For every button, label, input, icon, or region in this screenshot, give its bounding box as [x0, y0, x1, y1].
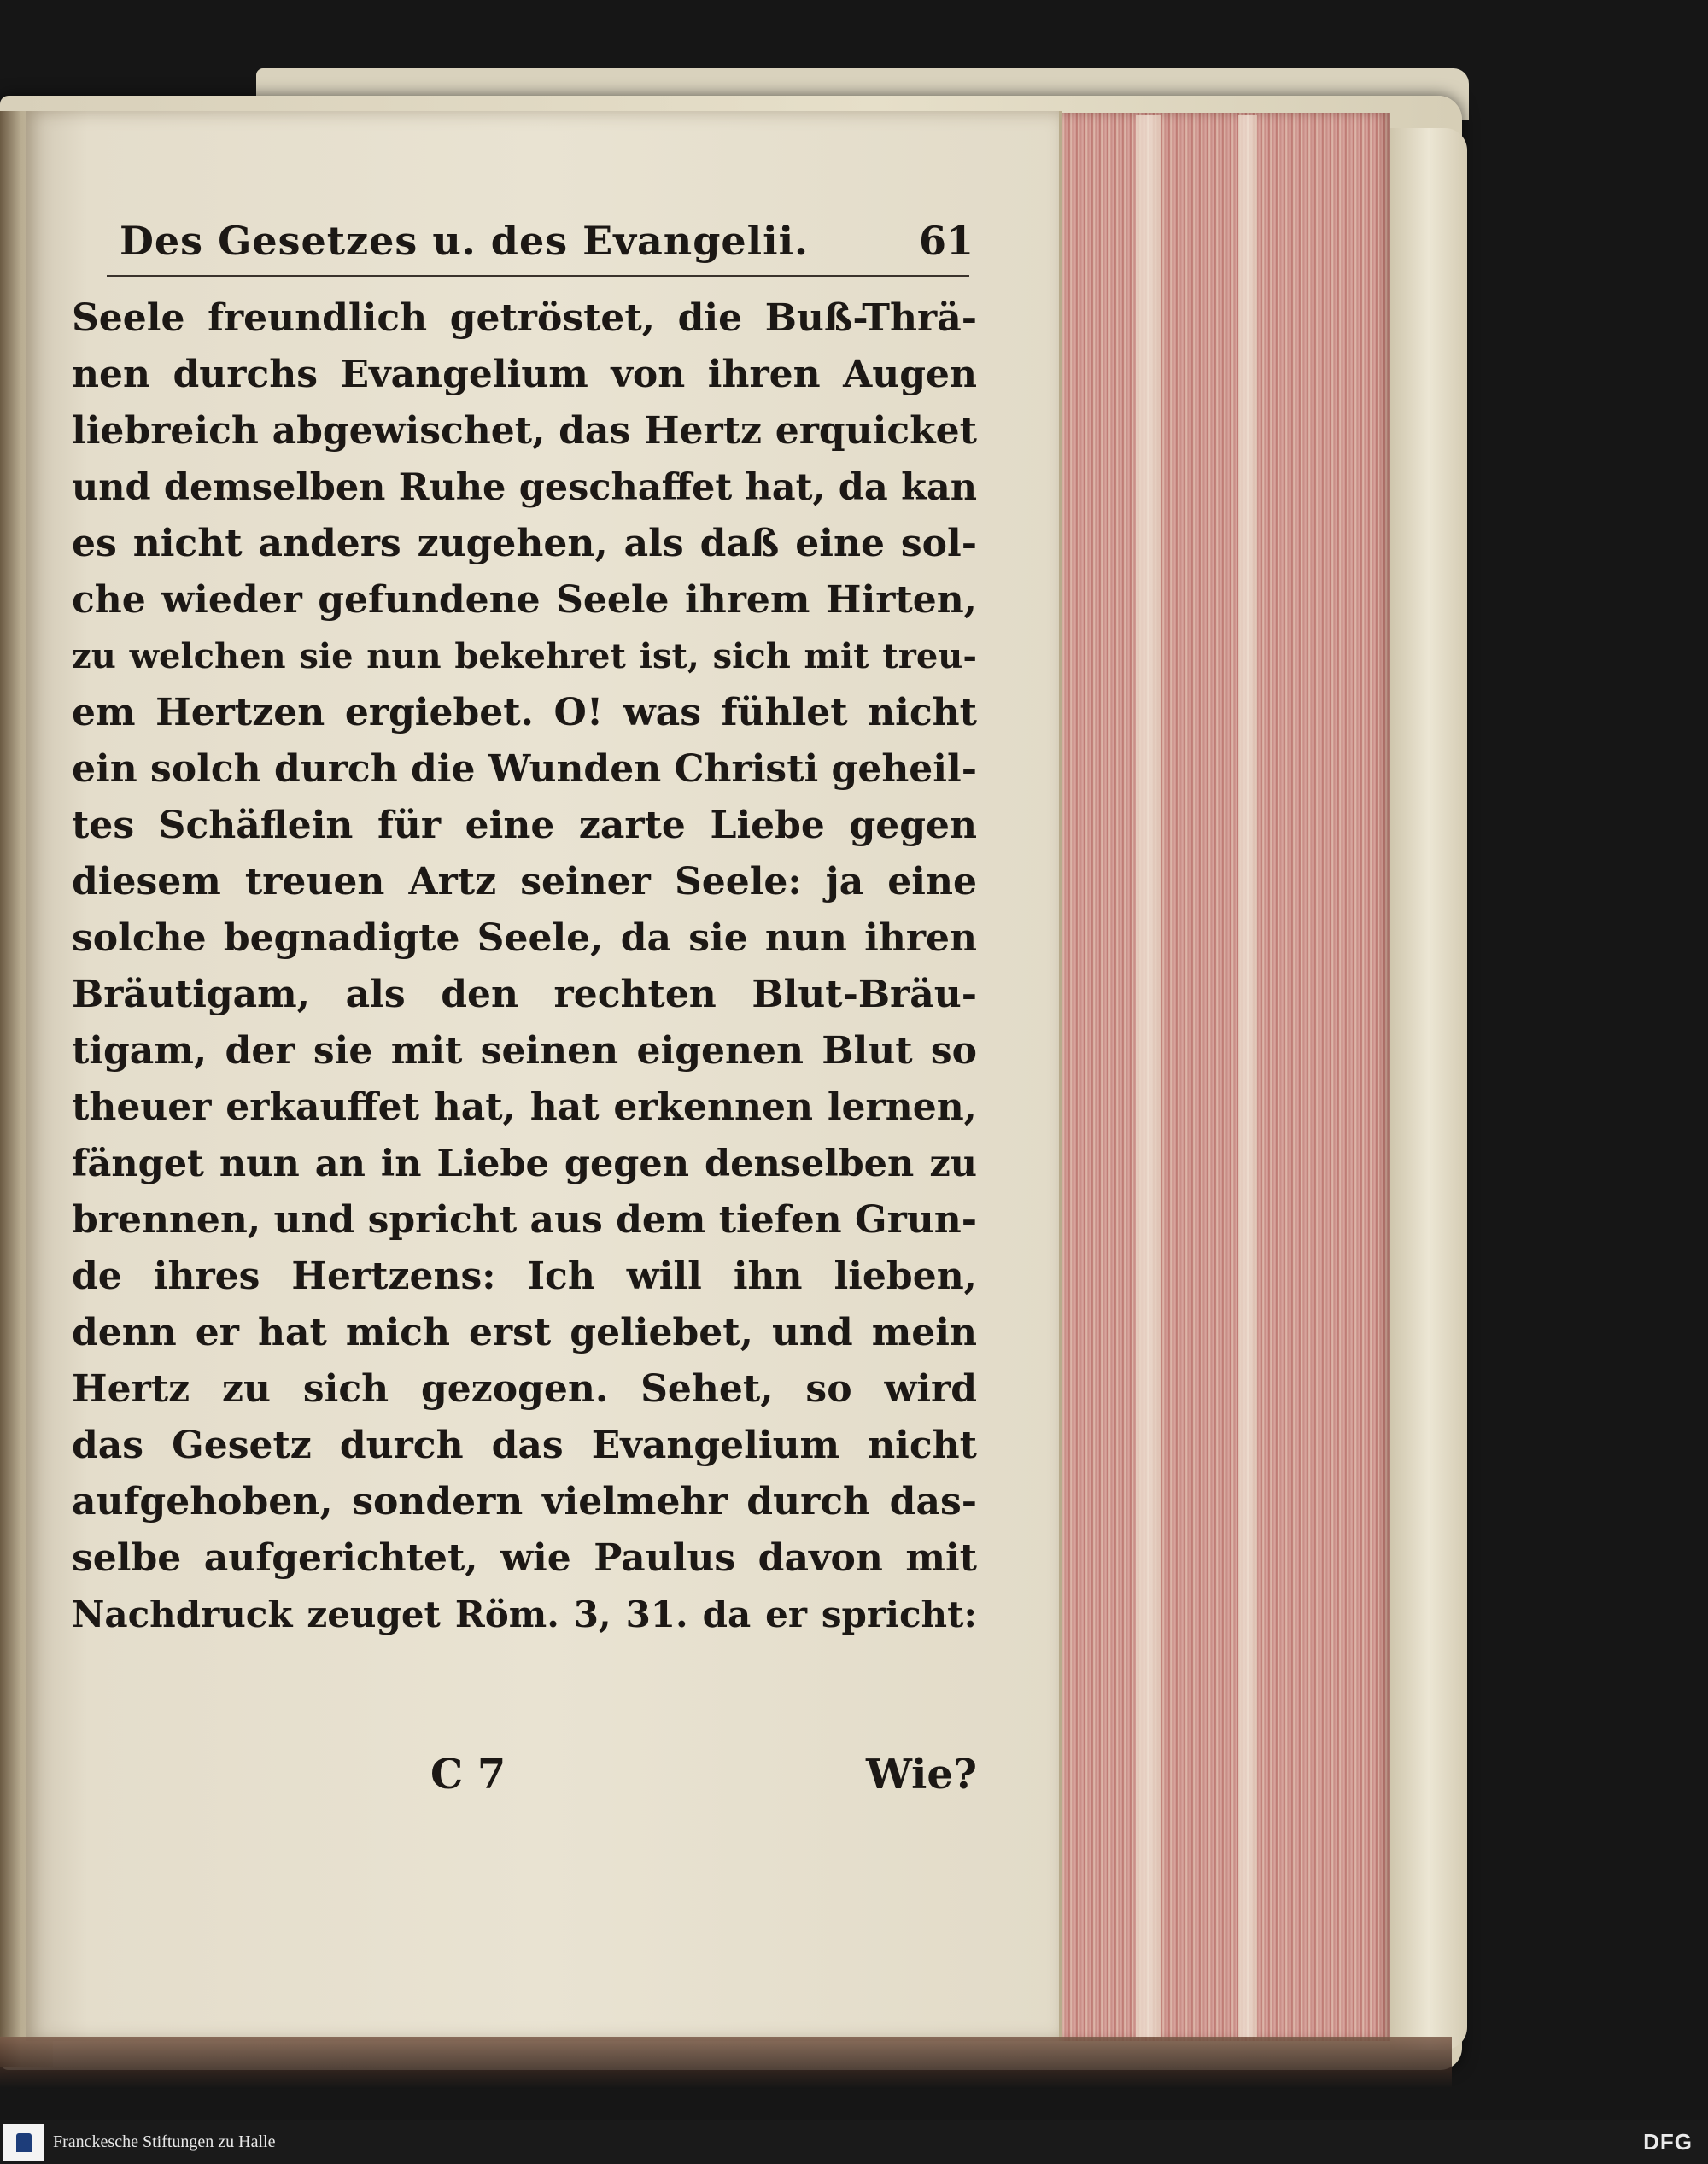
red-fore-edge	[1057, 113, 1390, 2041]
fore-edge-highlight	[1238, 115, 1257, 2037]
vellum-binding-edge	[1390, 128, 1467, 2050]
text-line: Hertz zu sich gezogen. Sehet, so wird	[72, 1367, 977, 1411]
text-line: tigam, der sie mit seinen eigenen Blut so	[72, 1029, 977, 1073]
catchword: Wie?	[866, 1751, 977, 1798]
text-line: brennen, und spricht aus dem tiefen Grun-	[72, 1198, 977, 1242]
text-line: liebreich abgewischet, das Hertz erquicket	[72, 409, 977, 453]
text-line: selbe aufgerichtet, wie Paulus davon mit	[72, 1536, 977, 1580]
text-line: solche begnadigte Seele, da sie nun ihren	[72, 916, 977, 960]
text-line: theuer erkauffet hat, hat erkennen lernen,	[72, 1085, 977, 1129]
text-line: tes Schäflein für eine zarte Liebe gegen	[72, 804, 977, 847]
text-line: das Gesetz durch das Evangelium nicht	[72, 1424, 977, 1467]
text-line: em Hertzen ergiebet. O! was fühlet nicht	[72, 691, 977, 734]
header-rule	[107, 275, 969, 277]
text-line: und demselben Ruhe geschaffet hat, da kan	[72, 466, 977, 509]
text-line: nen durchs Evangelium von ihren Augen	[72, 353, 977, 396]
fore-edge-highlight	[1136, 115, 1161, 2037]
text-line: ein solch durch die Wunden Christi geheil-	[72, 747, 977, 791]
text-line: che wieder gefundene Seele ihrem Hirten,	[72, 578, 977, 622]
page-number: 61	[918, 218, 974, 264]
binding-bottom-shadow	[0, 2037, 1452, 2088]
page-header	[111, 218, 974, 278]
institution-logo	[3, 2124, 44, 2161]
text-line: denn er hat mich erst geliebet, und mein	[72, 1311, 977, 1354]
viewer-footer-strip	[0, 2120, 1708, 2164]
text-line: Nachdruck zeuget Röm. 3, 31. da er spricht:	[72, 1594, 977, 1635]
text-line: fänget nun an in Liebe gegen denselben zu	[72, 1143, 977, 1185]
dfg-logo: DFG	[1643, 2129, 1693, 2155]
running-head: Des Gesetzes u. des Evangelii.	[120, 218, 810, 264]
text-line: diesem treuen Artz seiner Seele: ja eine	[72, 860, 977, 904]
text-line: es nicht anders zugehen, als daß eine sol-	[72, 522, 977, 565]
signature-mark: C 7	[430, 1751, 506, 1798]
page-footer	[72, 1751, 977, 1810]
text-line: Bräutigam, als den rechten Blut-Bräu-	[72, 973, 977, 1016]
text-line: aufgehoben, sondern vielmehr durch das-	[72, 1480, 977, 1524]
institution-name: Franckesche Stiftungen zu Halle	[53, 2132, 276, 2151]
page-body-text	[72, 290, 977, 1643]
text-line: Seele freundlich getröstet, die Buß-Thrä-	[72, 296, 977, 340]
text-line: de ihres Hertzens: Ich will ihn lieben,	[72, 1255, 977, 1298]
building-icon	[16, 2133, 32, 2152]
text-line: zu welchen sie nun bekehret ist, sich mit treu-	[72, 636, 977, 676]
